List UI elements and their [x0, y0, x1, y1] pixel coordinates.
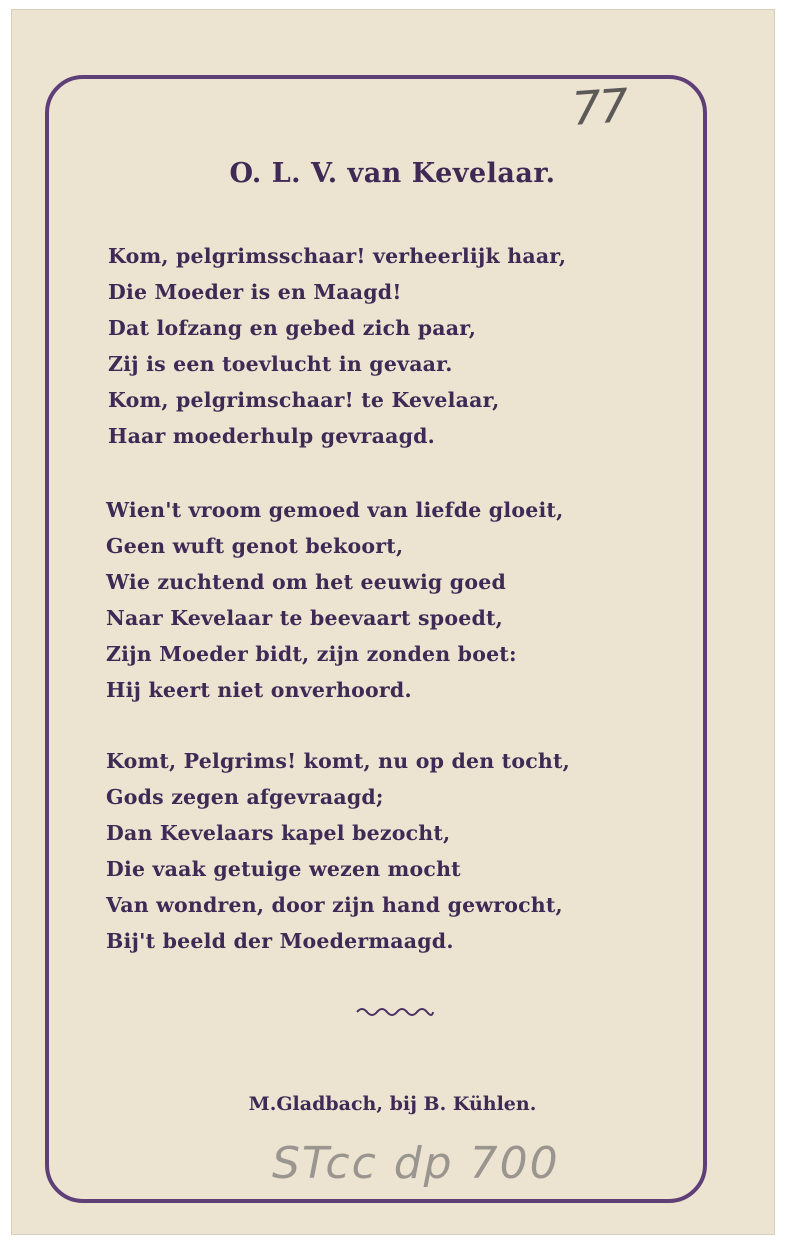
- verse-line: Wie zuchtend om het eeuwig goed: [106, 570, 506, 594]
- verse-line: Zij is een toevlucht in gevaar.: [108, 352, 453, 376]
- verse-line: Wien't vroom gemoed van liefde gloeit,: [106, 498, 564, 522]
- verse-line: Die Moeder is en Maagd!: [108, 280, 402, 304]
- verse-line: Bij't beeld der Moedermaagd.: [106, 929, 454, 953]
- verse-line: Dat lofzang en gebed zich paar,: [108, 316, 477, 340]
- verse-line: Hij keert niet onverhoord.: [106, 678, 412, 702]
- stanza-3: [106, 743, 570, 959]
- printer-imprint: M.Gladbach, bij B. Kühlen.: [248, 1093, 537, 1115]
- pencil-catalog-code: STcc dp 700: [272, 1138, 560, 1189]
- verse-line: Naar Kevelaar te beevaart spoedt,: [106, 606, 503, 630]
- verse-line: Zijn Moeder bidt, zijn zonden boet:: [106, 642, 517, 666]
- verse-line: Van wondren, door zijn hand gewrocht,: [106, 893, 563, 917]
- page-title: O. L. V. van Kevelaar.: [229, 158, 556, 189]
- stanza-2: [106, 492, 563, 708]
- verse-line: Komt, Pelgrims! komt, nu op den tocht,: [106, 749, 571, 773]
- verse-line: Kom, pelgrimschaar! te Kevelaar,: [108, 388, 500, 412]
- verse-line: Gods zegen afgevraagd;: [106, 785, 384, 809]
- pencil-number: 77: [570, 78, 629, 136]
- verse-line: Dan Kevelaars kapel bezocht,: [106, 821, 451, 845]
- stanza-1: [108, 238, 566, 454]
- verse-line: Kom, pelgrimsschaar! verheerlijk haar,: [108, 244, 567, 268]
- verse-line: Haar moederhulp gevraagd.: [108, 424, 435, 448]
- wavy-divider: [355, 1004, 435, 1020]
- verse-line: Geen wuft genot bekoort,: [106, 534, 404, 558]
- verse-line: Die vaak getuige wezen mocht: [106, 857, 461, 881]
